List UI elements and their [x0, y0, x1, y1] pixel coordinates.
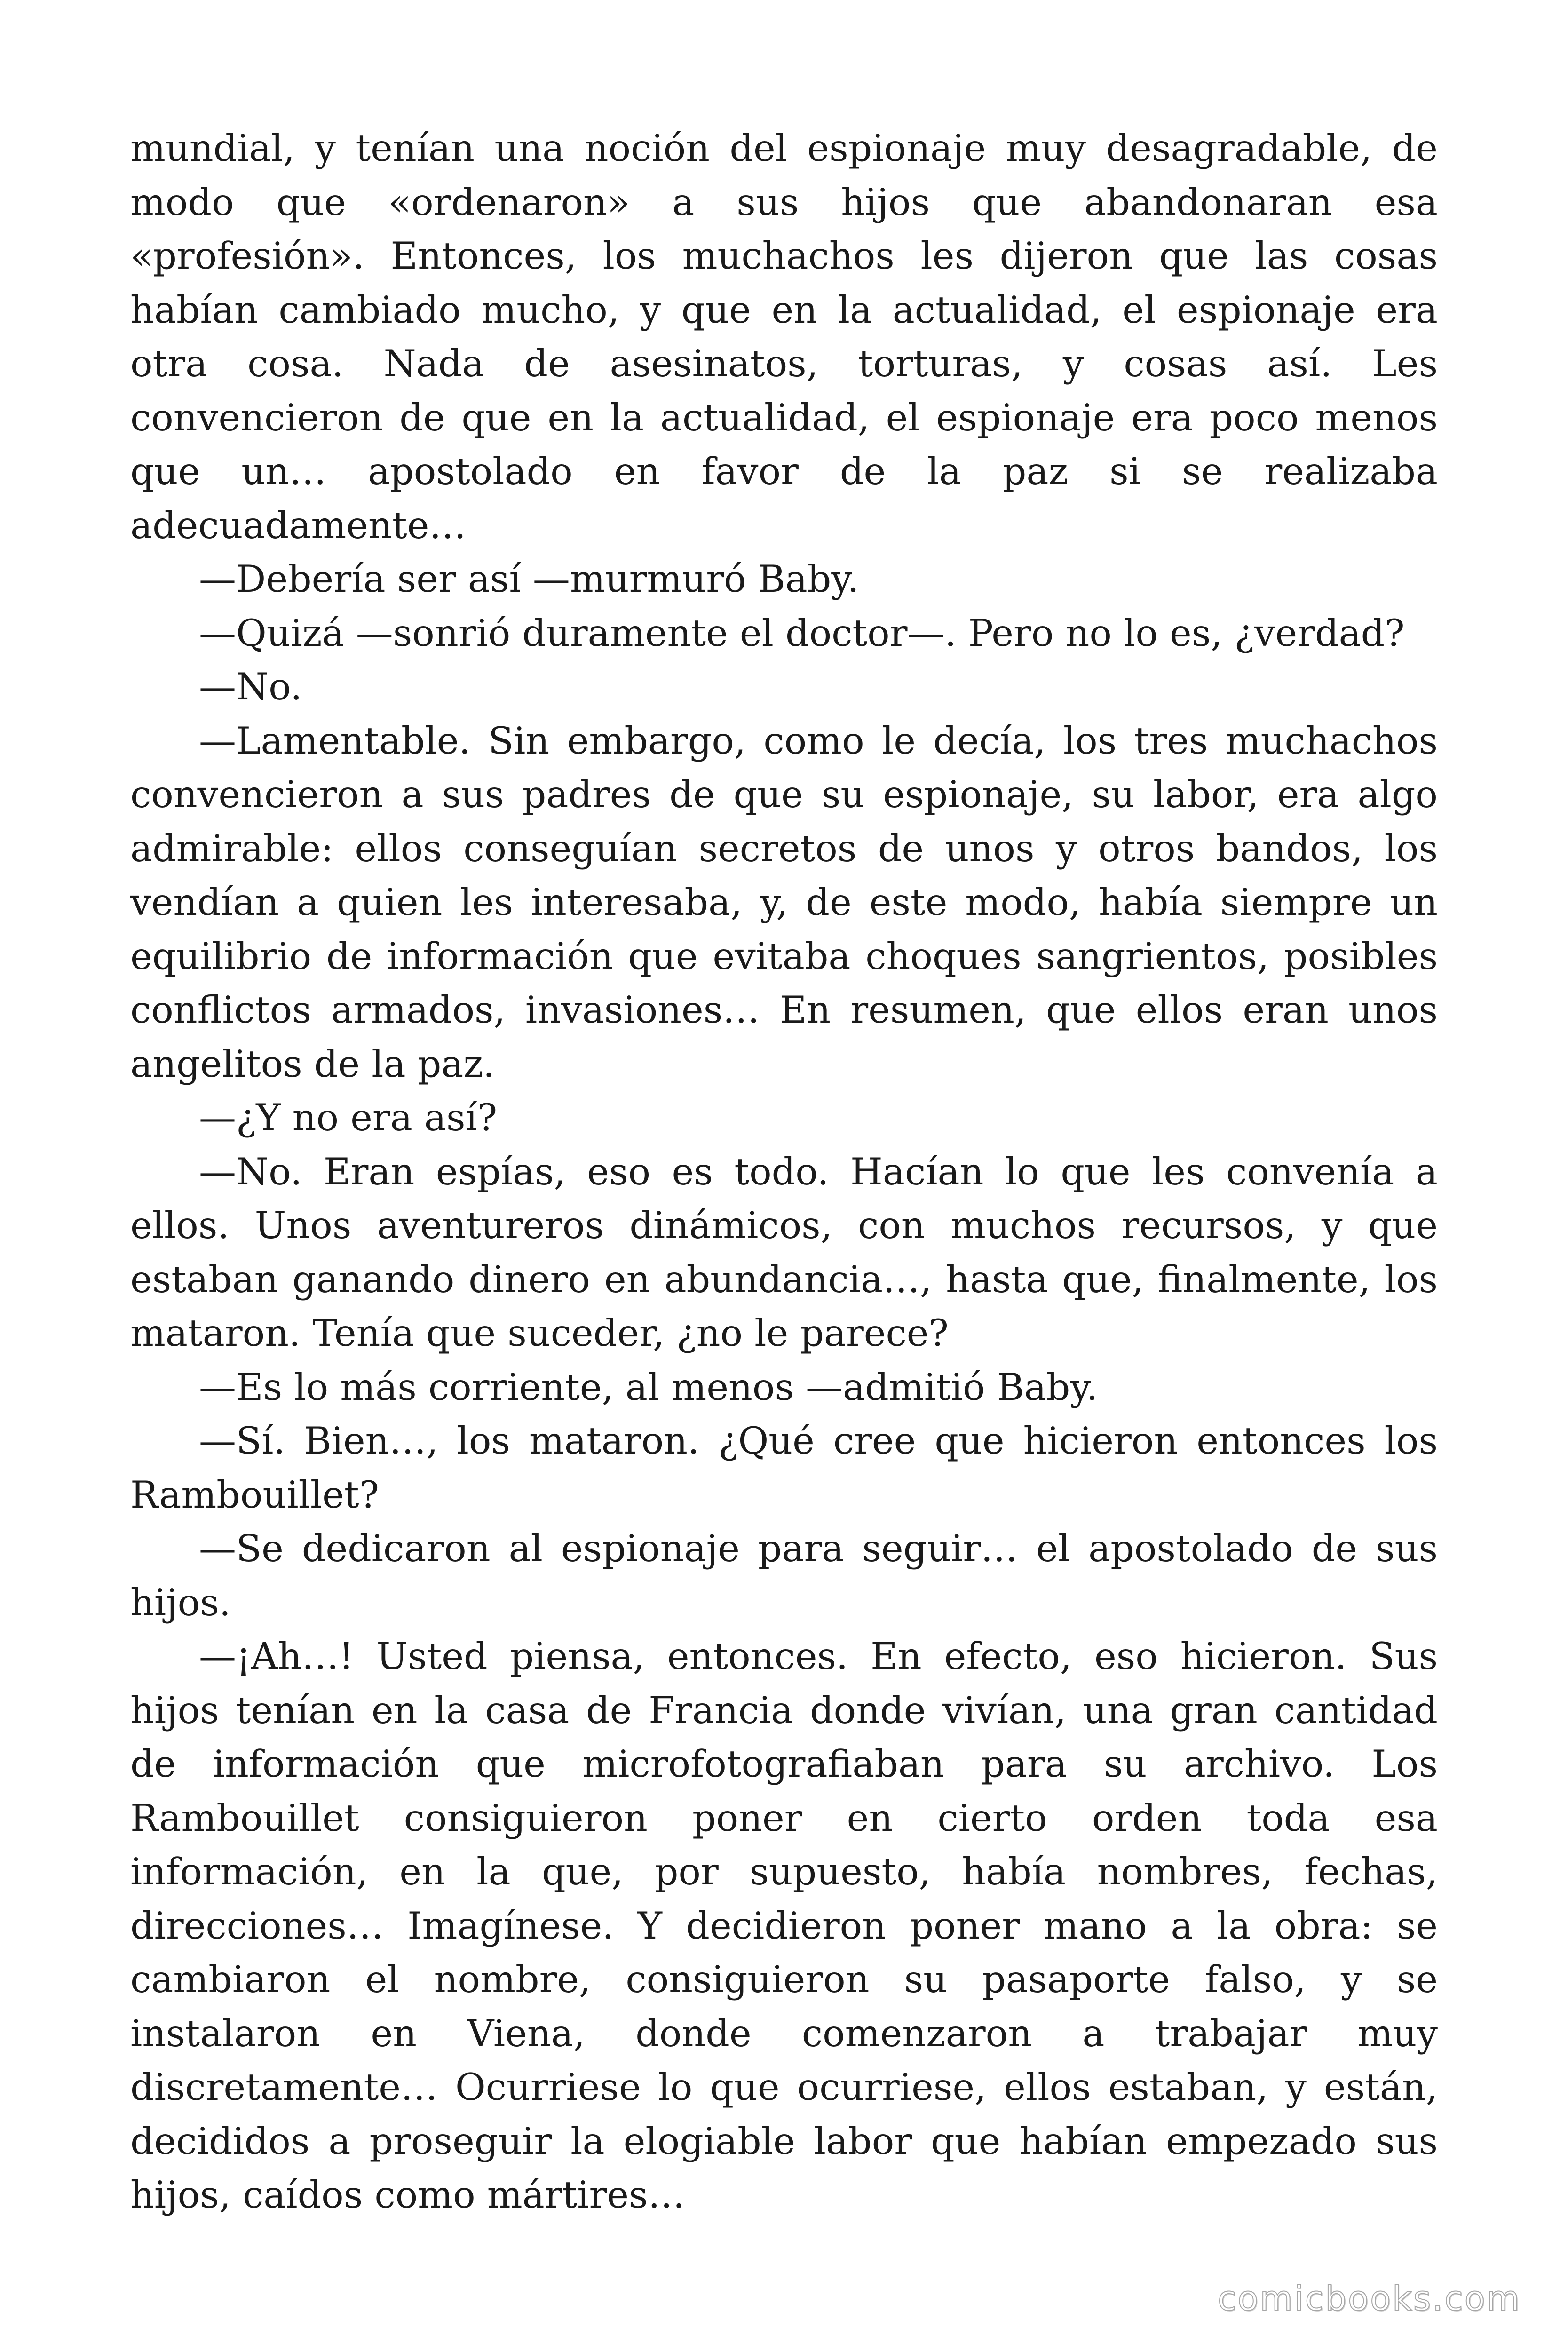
paragraph-9: —Sí. Bien…, los mataron. ¿Qué cree que hicieron entonces los Rambouillet? [130, 1419, 1438, 1517]
paragraph-6: —¿Y no era así? [199, 1096, 498, 1139]
paragraph-5: —Lamentable. Sin embargo, como le decía, los tres muchachos convencieron a sus padres de que su espionaje, su labor, era algo admirable: ellos conseguían secretos de unos y otros bandos, los vendían a quien les interesaba, y, de este modo, había siempre un equilibrio de información que evitaba choques sangrientos, posibles conflictos armados, invasiones… En resumen, que ellos eran unos angelitos de la paz. [130, 719, 1438, 1086]
paragraph-10: —Se dedicaron al espionaje para seguir… el apostolado de sus hijos. [130, 1527, 1438, 1624]
paragraph-11: —¡Ah…! Usted piensa, entonces. En efecto, eso hicieron. Sus hijos tenían en la casa de Francia donde vivían, una gran cantidad de información que microfotografiaban para su archivo. Los Rambouillet consiguieron poner en cierto orden toda esa información, en la que, por supuesto, había nombres, fechas, direcciones… Imagínese. Y decidieron poner mano a la obra: se cambiaron el nombre, consiguieron su pasaporte falso, y se instalaron en Viena, donde comenzaron a trabajar muy discretamente… Ocurriese lo que ocurriese, ellos estaban, y están, decididos a proseguir la elogiable labor que habían empezado sus hijos, caídos como mártires… [130, 1635, 1438, 2217]
paragraph-7: —No. Eran espías, eso es todo. Hacían lo que les convenía a ellos. Unos aventureros dinámicos, con muchos recursos, y que estaban ganando dinero en abundancia…, hasta que, finalmente, los mataron. Tenía que suceder, ¿no le parece? [130, 1150, 1438, 1355]
paragraph-4: —No. [199, 665, 302, 708]
paragraph-8: —Es lo más corriente, al menos —admitió Baby. [199, 1365, 1098, 1409]
paragraph-1: mundial, y tenían una noción del espionaje muy desagradable, de modo que «ordenaron» a sus hijos que abandonaran esa «profesión». Entonces, los muchachos les dijeron que las cosas habían cambiado mucho, y que en la actualidad, el espionaje era otra cosa. Nada de asesinatos, torturas, y cosas así. Les convencieron de que en la actualidad, el espionaje era poco menos que un… apostolado en favor de la paz si se realizaba adecuadamente… [130, 127, 1438, 547]
body-text [130, 121, 1438, 2222]
watermark-text: comicbooks.com [1217, 2279, 1521, 2318]
paragraph-2: —Debería ser así —murmuró Baby. [199, 557, 859, 601]
paragraph-3: —Quizá —sonrió duramente el doctor—. Pero no lo es, ¿verdad? [199, 611, 1405, 655]
